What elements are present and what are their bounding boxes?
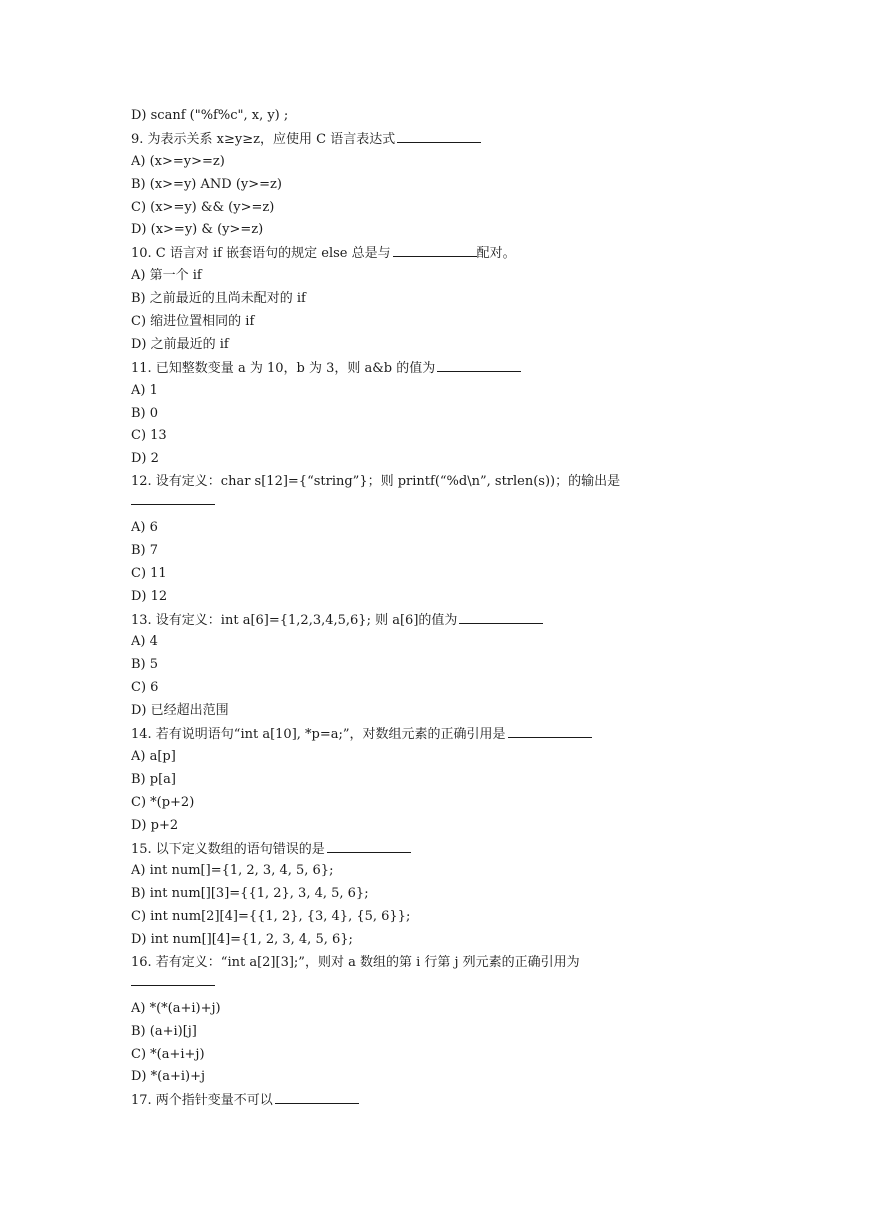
line-text: 14. 若有说明语句“int a[10], *p=a;”，对数组元素的正确引用是 <box>131 727 506 743</box>
line-text: C) 11 <box>131 565 167 581</box>
line-text: 9. 为表示关系 x≥y≥z，应使用 C 语言表达式 <box>131 131 396 147</box>
text-line <box>131 860 751 883</box>
answer-blank <box>327 838 411 853</box>
text-line <box>131 219 751 242</box>
text-line <box>131 105 751 128</box>
line-text: 15. 以下定义数组的语句错误的是 <box>131 841 325 857</box>
text-line <box>131 1089 751 1112</box>
text-line <box>131 792 751 815</box>
line-text: A) *(*(a+i)+j) <box>131 1000 221 1016</box>
text-line <box>131 380 751 403</box>
line-text: A) 4 <box>131 634 158 650</box>
answer-blank <box>131 494 215 505</box>
line-text: D) p+2 <box>131 817 179 833</box>
text-line <box>131 769 751 792</box>
text-line <box>131 197 751 220</box>
line-text: C) *(a+i+j) <box>131 1046 205 1062</box>
text-line <box>131 151 751 174</box>
text-line <box>131 609 751 632</box>
line-text: D) 12 <box>131 588 168 604</box>
text-line <box>131 357 751 380</box>
line-text-after-blank: 配对。 <box>476 246 516 262</box>
text-line <box>131 929 751 952</box>
line-text: 12. 设有定义：char s[12]={“string”}；则 printf(“%d\n”, strlen(s))；的输出是 <box>131 474 621 490</box>
line-text: D) *(a+i)+j <box>131 1069 205 1085</box>
line-text: D) (x>=y) & (y>=z) <box>131 222 264 238</box>
text-line <box>131 128 751 151</box>
line-text: B) int num[][3]={{1, 2}, 3, 4, 5, 6}; <box>131 886 369 902</box>
line-text: B) 5 <box>131 657 159 673</box>
line-text: B) 7 <box>131 542 159 558</box>
text-line <box>131 883 751 906</box>
answer-blank <box>393 242 477 257</box>
text-line <box>131 746 751 769</box>
answer-blank <box>131 975 215 986</box>
line-text: B) (a+i)[j] <box>131 1023 197 1039</box>
text-line <box>131 265 751 288</box>
text-line <box>131 1044 751 1067</box>
text-line <box>131 448 751 471</box>
text-line <box>131 838 751 861</box>
question-list <box>131 105 751 1112</box>
text-line <box>131 631 751 654</box>
text-line <box>131 677 751 700</box>
text-line <box>131 815 751 838</box>
line-text: C) 6 <box>131 680 159 696</box>
line-text: B) 之前最近的且尚未配对的 if <box>131 291 306 307</box>
text-line <box>131 586 751 609</box>
line-text: 10. C 语言对 if 嵌套语句的规定 else 总是与 <box>131 246 391 262</box>
text-line <box>131 998 751 1021</box>
text-line <box>131 517 751 540</box>
text-line <box>131 425 751 448</box>
line-text: C) *(p+2) <box>131 794 195 810</box>
line-text: A) 第一个 if <box>131 268 202 284</box>
line-text: A) (x>=y>=z) <box>131 153 225 169</box>
text-line <box>131 700 751 723</box>
line-text: 11. 已知整数变量 a 为 10，b 为 3，则 a&b 的值为 <box>131 360 436 376</box>
line-text: C) 13 <box>131 428 167 444</box>
text-line <box>131 1021 751 1044</box>
line-text: 16. 若有定义：“int a[2][3];”，则对 a 数组的第 i 行第 j 列元素的正确引用为 <box>131 954 580 970</box>
text-line <box>131 1066 751 1089</box>
text-line <box>131 334 751 357</box>
text-line <box>131 288 751 311</box>
line-text: D) 已经超出范围 <box>131 703 229 719</box>
line-text: C) 缩进位置相同的 if <box>131 314 255 330</box>
line-text: C) int num[2][4]={{1, 2}, {3, 4}, {5, 6}}; <box>131 909 411 925</box>
line-text: 17. 两个指针变量不可以 <box>131 1093 273 1109</box>
answer-blank <box>275 1089 359 1104</box>
text-line <box>131 723 751 746</box>
answer-blank <box>437 357 521 372</box>
line-text: A) 1 <box>131 382 158 398</box>
line-text: D) 2 <box>131 451 159 467</box>
line-text: B) p[a] <box>131 771 176 787</box>
line-text: B) 0 <box>131 405 159 421</box>
line-text: A) int num[]={1, 2, 3, 4, 5, 6}; <box>131 863 334 879</box>
text-line <box>131 174 751 197</box>
line-text: C) (x>=y) && (y>=z) <box>131 199 275 215</box>
text-line <box>131 563 751 586</box>
text-line <box>131 952 751 975</box>
text-line <box>131 540 751 563</box>
line-text: A) a[p] <box>131 748 176 764</box>
answer-blank <box>459 609 543 624</box>
line-text: D) int num[][4]={1, 2, 3, 4, 5, 6}; <box>131 932 353 948</box>
answer-blank-line <box>131 975 751 998</box>
answer-blank-line <box>131 494 751 517</box>
text-line <box>131 906 751 929</box>
line-text: A) 6 <box>131 520 158 536</box>
line-text: D) scanf ("%f%c", x, y) ; <box>131 108 289 123</box>
text-line <box>131 471 751 494</box>
answer-blank <box>397 128 481 143</box>
text-line <box>131 654 751 677</box>
answer-blank <box>508 723 592 738</box>
text-line <box>131 403 751 426</box>
line-text: 13. 设有定义：int a[6]={1,2,3,4,5,6}; 则 a[6]的值为 <box>131 612 458 628</box>
text-line <box>131 242 751 265</box>
line-text: B) (x>=y) AND (y>=z) <box>131 176 282 192</box>
line-text: D) 之前最近的 if <box>131 336 229 352</box>
text-line <box>131 311 751 334</box>
